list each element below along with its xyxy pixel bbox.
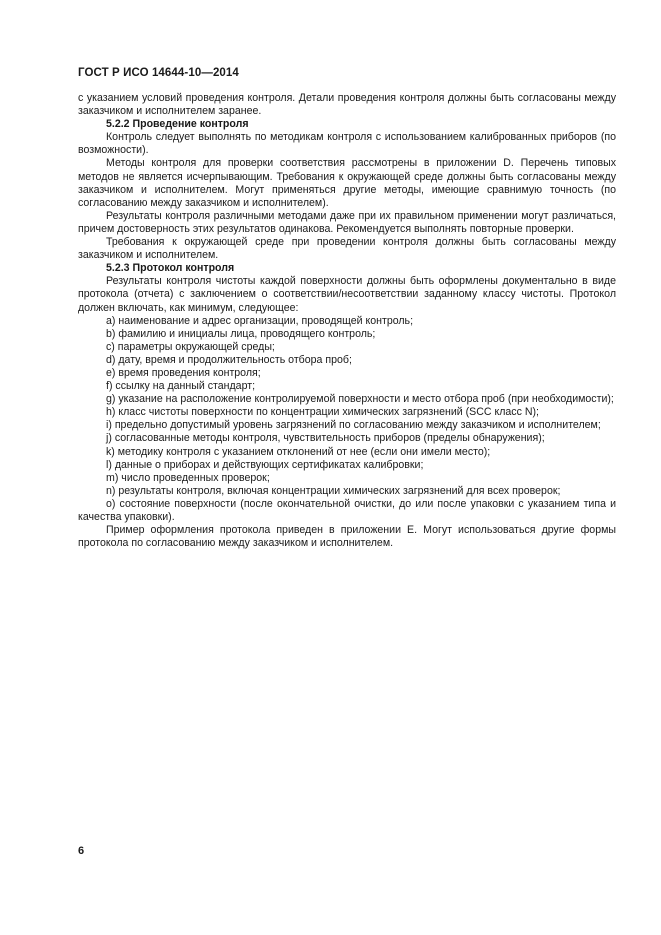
list-item-n: n) результаты контроля, включая концентрации химических загрязнений для всех проверок; xyxy=(106,484,561,497)
list-item-k: k) методику контроля с указанием отклонений от нее (если они имели место); xyxy=(106,445,491,458)
page-number: 6 xyxy=(78,845,85,857)
paragraph: Результаты контроля различными методами даже при их правильном применении могут различаться, причем достоверность этих результатов одинакова. Рекомендуется выполнять повторные проверки. xyxy=(78,209,616,235)
list-item-b: b) фамилию и инициалы лица, проводящего контроль; xyxy=(106,327,376,340)
list-item-l: l) данные о приборах и действующих сертификатах калибровки; xyxy=(106,458,424,471)
list-item-g: g) указание на расположение контролируемой поверхности и место отбора проб (при необходимости); xyxy=(106,393,614,406)
paragraph-continuation: с указанием условий проведения контроля. Детали проведения контроля должны быть согласованы между заказчиком и исполнителем заранее. xyxy=(78,92,616,118)
list-item-o: o) состояние поверхности (после окончательной очистки, до или после упаковки с указанием типа и качества упаковки). xyxy=(78,497,616,523)
list-item-j: j) согласованные методы контроля, чувствительность приборов (пределы обнаружения); xyxy=(106,432,545,445)
paragraph: Пример оформления протокола приведен в приложении Е. Могут использоваться другие формы протокола по согласованию между заказчиком и исполнителем. xyxy=(78,524,616,550)
paragraph: Методы контроля для проверки соответствия рассмотрены в приложении D. Перечень типовых методов не является исчерпывающим. Требования к окружающей среде должны быть согласованы между заказчиком и исполнителем. Могут применяться другие методы, имеющие сравнимую точность (по согласованию между заказчиком и исполнителем). xyxy=(78,157,616,209)
list-item-e: e) время проведения контроля; xyxy=(106,366,261,379)
list-item-m: m) число проведенных проверок; xyxy=(106,471,270,484)
list-item-c: c) параметры окружающей среды; xyxy=(106,340,275,353)
paragraph: Контроль следует выполнять по методикам контроля с использованием калиброванных приборов (по возможности). xyxy=(78,131,616,157)
section-heading-5-2-3: 5.2.3 Протокол контроля xyxy=(106,262,235,275)
list-item-a: a) наименование и адрес организации, проводящей контроль; xyxy=(106,314,414,327)
list-item-i: i) предельно допустимый уровень загрязнений по согласованию между заказчиком и исполнителем; xyxy=(106,419,601,432)
list-item-f: f) ссылку на данный стандарт; xyxy=(106,380,256,393)
list-item-d: d) дату, время и продолжительность отбора проб; xyxy=(106,353,352,366)
paragraph: Требования к окружающей среде при проведении контроля должны быть согласованы между заказчиком и исполнителем. xyxy=(78,236,616,262)
section-heading-5-2-2: 5.2.2 Проведение контроля xyxy=(106,118,249,131)
list-item-h: h) класс чистоты поверхности по концентрации химических загрязнений (SCC класс N); xyxy=(106,406,539,419)
document-header: ГОСТ Р ИСО 14644-10—2014 xyxy=(78,67,239,79)
paragraph: Результаты контроля чистоты каждой поверхности должны быть оформлены документально в виде протокола (отчета) с заключением о соответствии/несоответствии заданному классу чистоты. Протокол должен включать, как минимум, следующее: xyxy=(78,275,616,314)
document-body xyxy=(78,92,616,550)
